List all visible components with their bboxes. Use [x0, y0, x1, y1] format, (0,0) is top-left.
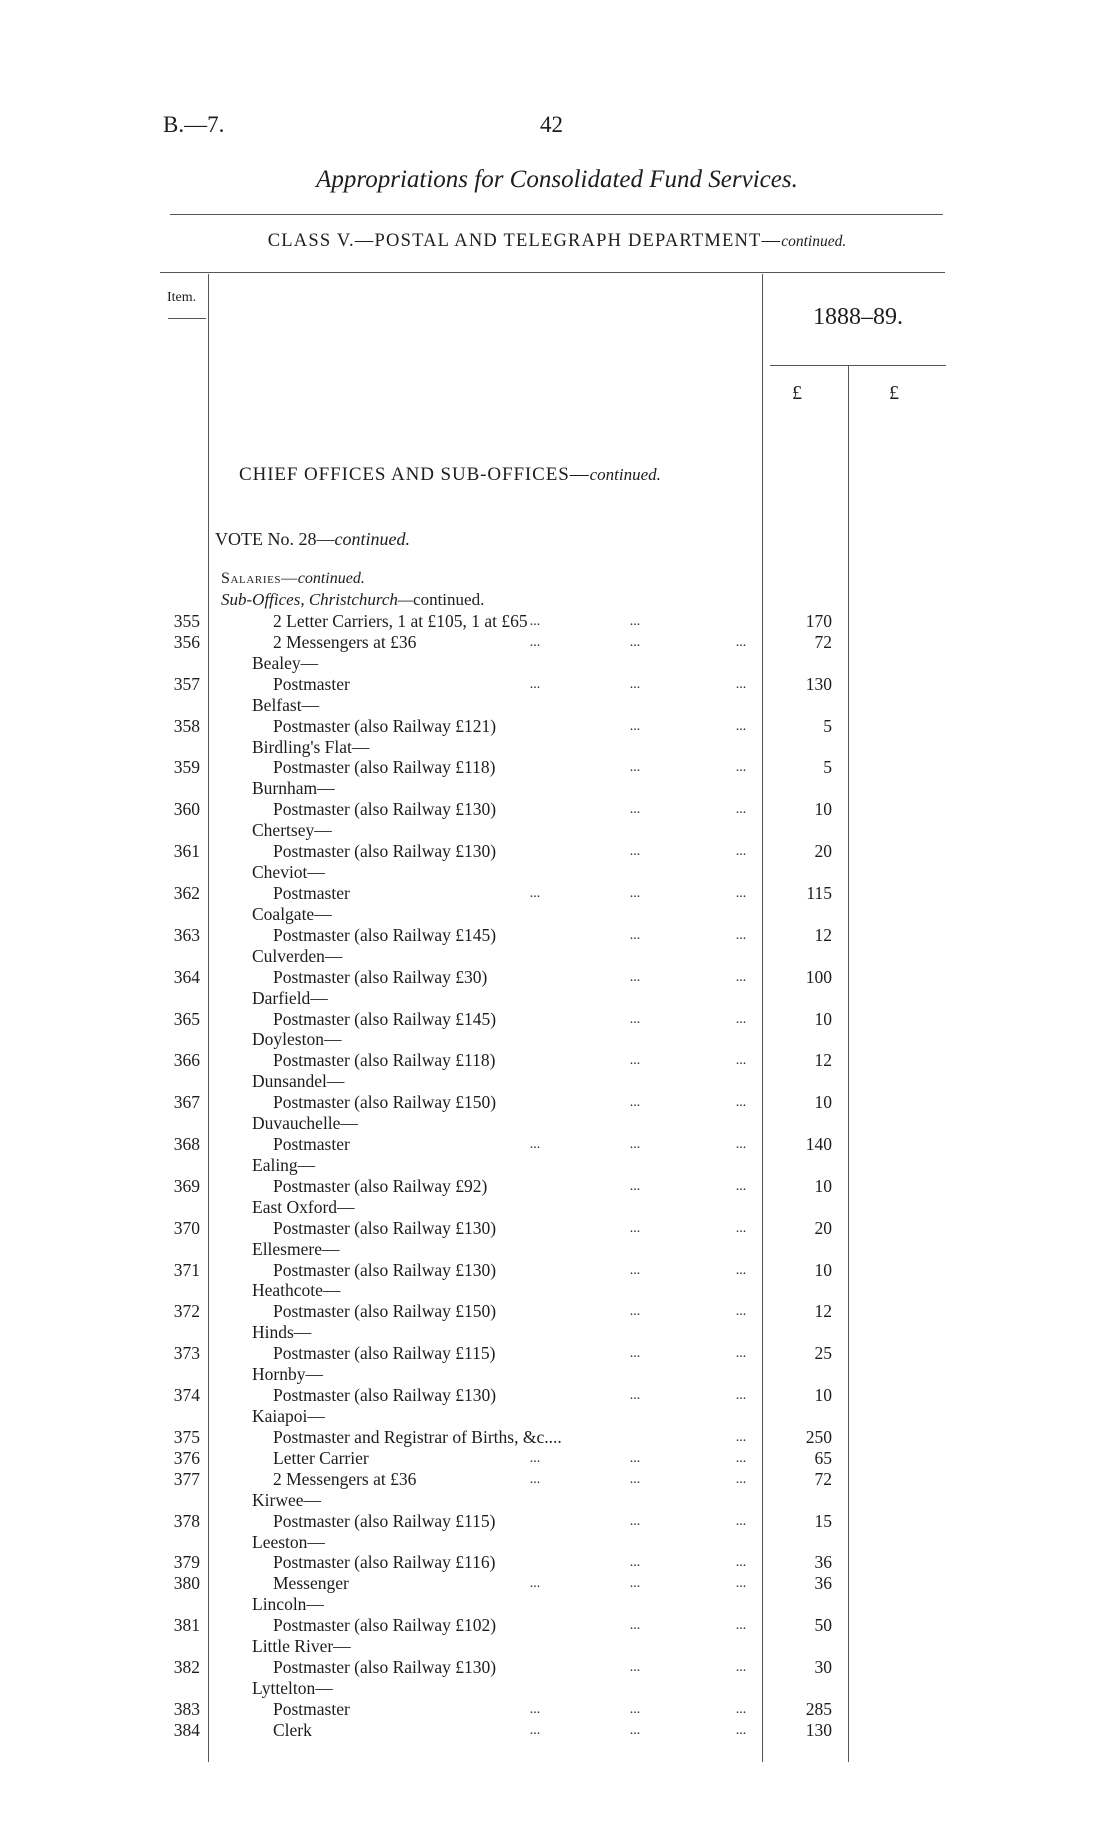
leader-dots: ... [629, 1262, 641, 1278]
leader-dots: ... [629, 1388, 641, 1403]
leader-dots: ... [735, 1388, 747, 1403]
table-row [0, 1448, 1114, 1469]
table-row [0, 1552, 1114, 1573]
table-row [0, 674, 1114, 695]
leader-dots: ... [735, 1095, 747, 1111]
leader-dots: ... [629, 969, 641, 985]
table-row [0, 1699, 1114, 1720]
item-number: 357 [173, 673, 200, 694]
amount-value: 50 [814, 1615, 832, 1636]
leader-dots: ... [629, 886, 641, 901]
sub-offices-heading: Sub-Offices, Christchurch—continued. [221, 590, 485, 609]
year-column-header: 1888–89. [813, 304, 903, 330]
office-name: Little River— [252, 1636, 351, 1657]
amount-value: 12 [814, 1050, 832, 1071]
amount-value: 36 [814, 1552, 832, 1573]
table-row [0, 841, 1114, 862]
office-name: Heathcote— [252, 1280, 341, 1301]
leader-dots: ... [735, 1513, 747, 1529]
office-heading-row [0, 737, 1114, 758]
item-description: Postmaster (also Railway £145) [273, 1008, 497, 1029]
amount-value: 130 [805, 1719, 832, 1740]
amount-value: 10 [814, 799, 832, 820]
leader-dots: ... [629, 1095, 641, 1111]
item-number: 378 [173, 1510, 200, 1531]
amount-value: 140 [805, 1134, 832, 1154]
table-row [0, 1009, 1114, 1030]
leader-dots: ... [529, 676, 541, 692]
item-column-header: Item. [167, 290, 197, 305]
leader-dots: ... [735, 1262, 747, 1278]
office-name: Dunsandel— [252, 1071, 345, 1092]
item-number: 374 [173, 1385, 200, 1405]
item-number: 356 [173, 631, 200, 652]
item-description: Postmaster (also Railway £130) [273, 1657, 497, 1677]
leader-dots: ... [629, 614, 641, 629]
office-heading-row [0, 1322, 1114, 1343]
item-description: Postmaster [273, 1698, 350, 1719]
table-row [0, 1050, 1114, 1071]
item-description: Postmaster (also Railway £116) [273, 1552, 496, 1573]
office-heading-row [0, 862, 1114, 883]
item-description: Postmaster (also Railway £130) [273, 1217, 497, 1238]
leader-dots: ... [735, 927, 747, 943]
item-description: Postmaster (also Railway £30) [273, 966, 488, 987]
office-name: Hinds— [252, 1322, 312, 1343]
amount-value: 115 [806, 883, 832, 903]
leader-dots: ... [629, 1346, 641, 1362]
office-name: Burnham— [252, 778, 335, 799]
leader-dots: ... [629, 802, 641, 818]
table-row [0, 1176, 1114, 1197]
amount-value: 10 [814, 1385, 832, 1405]
item-number: 380 [173, 1573, 200, 1594]
leader-dots: ... [529, 886, 541, 901]
table-row [0, 632, 1114, 653]
amount-value: 250 [805, 1426, 832, 1447]
office-heading-row [0, 1113, 1114, 1134]
amount-value: 15 [814, 1510, 832, 1531]
office-name: Chertsey— [252, 820, 332, 841]
office-heading-row [0, 1197, 1114, 1218]
table-row [0, 1720, 1114, 1741]
page-title: Appropriations for Consolidated Fund Services. [316, 166, 798, 193]
item-number: 359 [173, 757, 200, 778]
item-number: 381 [173, 1615, 200, 1636]
leader-dots: ... [529, 1450, 541, 1466]
leader-dots: ... [529, 634, 541, 650]
item-description: Clerk [273, 1719, 312, 1740]
leader-dots: ... [629, 1701, 641, 1717]
amount-value: 170 [805, 611, 832, 631]
office-heading-row [0, 1155, 1114, 1176]
leader-dots: ... [735, 1053, 747, 1069]
item-description: Postmaster (also Railway £130) [273, 841, 497, 862]
leader-dots: ... [735, 1178, 747, 1194]
office-name: Darfield— [252, 987, 328, 1008]
office-heading-row [0, 1490, 1114, 1511]
office-name: Bealey— [252, 652, 319, 673]
table-row [0, 1511, 1114, 1532]
item-number: 363 [173, 924, 200, 945]
leader-dots: ... [629, 1178, 641, 1194]
leader-dots: ... [735, 1304, 747, 1320]
item-number: 376 [173, 1447, 200, 1468]
office-name: Birdling's Flat— [252, 736, 370, 757]
item-number: 377 [173, 1468, 200, 1489]
office-heading-row [0, 1071, 1114, 1092]
item-header-rule [168, 318, 206, 319]
leader-dots: ... [735, 1450, 747, 1466]
item-number: 368 [173, 1134, 200, 1154]
amount-value: 72 [814, 631, 832, 652]
pound-symbol-header-2: £ [889, 382, 899, 404]
amount-value: 130 [805, 673, 832, 694]
salaries-heading: Salaries—continued. [221, 570, 365, 587]
amount-value: 20 [814, 1217, 832, 1238]
amount-value: 5 [823, 757, 832, 778]
leader-dots: ... [629, 1618, 641, 1634]
office-name: Kirwee— [252, 1489, 322, 1510]
item-number: 371 [173, 1259, 200, 1280]
table-row [0, 611, 1114, 632]
office-name: Culverden— [252, 945, 343, 966]
item-number: 384 [173, 1719, 200, 1740]
table-row [0, 1301, 1114, 1322]
leader-dots: ... [529, 1576, 541, 1592]
item-description: Postmaster [273, 1134, 350, 1154]
table-row [0, 799, 1114, 820]
office-heading-row [0, 1280, 1114, 1301]
leader-dots: ... [735, 886, 747, 901]
office-heading-row [0, 695, 1114, 716]
leader-dots: ... [735, 1220, 747, 1236]
item-number: 358 [173, 715, 200, 736]
office-heading-row [0, 1029, 1114, 1050]
leader-dots: ... [735, 1429, 747, 1445]
item-description: Postmaster (also Railway £118) [273, 757, 496, 778]
year-header-rule [770, 365, 946, 366]
leader-dots: ... [529, 614, 541, 629]
office-heading-row [0, 988, 1114, 1009]
amount-value: 12 [814, 924, 832, 945]
amount-value: 36 [814, 1573, 832, 1594]
item-description: Postmaster (also Railway £115) [273, 1343, 496, 1364]
item-number: 366 [173, 1050, 200, 1071]
item-description: Postmaster (also Railway £102) [273, 1615, 497, 1636]
leader-dots: ... [629, 1660, 641, 1675]
item-number: 355 [173, 611, 200, 631]
item-description: Postmaster (also Railway £92) [273, 1175, 488, 1196]
leader-dots: ... [529, 1701, 541, 1717]
amount-value: 10 [814, 1092, 832, 1113]
item-description: Postmaster (also Railway £150) [273, 1092, 497, 1113]
amount-value: 65 [814, 1447, 832, 1468]
table-row [0, 1427, 1114, 1448]
leader-dots: ... [629, 1137, 641, 1152]
item-description: 2 Messengers at £36 [273, 631, 417, 652]
amount-value: 10 [814, 1008, 832, 1029]
leader-dots: ... [629, 634, 641, 650]
leader-dots: ... [735, 844, 747, 860]
leader-dots: ... [629, 1053, 641, 1069]
leader-dots: ... [735, 1618, 747, 1634]
office-heading-row [0, 1364, 1114, 1385]
table-row [0, 1218, 1114, 1239]
table-row [0, 1657, 1114, 1678]
office-name: Duvauchelle— [252, 1113, 358, 1134]
leader-dots: ... [735, 718, 747, 734]
leader-dots: ... [735, 1555, 747, 1571]
office-name: Lyttelton— [252, 1677, 333, 1698]
leader-dots: ... [529, 1471, 541, 1487]
leader-dots: ... [735, 802, 747, 818]
office-heading-row [0, 820, 1114, 841]
office-heading-row [0, 1406, 1114, 1427]
item-number: 364 [173, 966, 200, 987]
leader-dots: ... [629, 1513, 641, 1529]
office-name: Leeston— [252, 1531, 325, 1552]
office-name: Doyleston— [252, 1029, 342, 1050]
item-description: Messenger [273, 1573, 349, 1594]
leader-dots: ... [529, 1137, 541, 1152]
item-description: Postmaster (also Railway £115) [273, 1510, 496, 1531]
leader-dots: ... [735, 760, 747, 776]
leader-dots: ... [629, 1304, 641, 1320]
pound-symbol-header-1: £ [792, 382, 802, 404]
office-heading-row [0, 778, 1114, 799]
leader-dots: ... [735, 1011, 747, 1027]
leader-dots: ... [735, 676, 747, 692]
item-description: Postmaster (also Railway £130) [273, 1385, 497, 1405]
item-number: 375 [173, 1426, 200, 1447]
item-number: 369 [173, 1175, 200, 1196]
office-name: East Oxford— [252, 1196, 355, 1217]
table-row [0, 1343, 1114, 1364]
item-description: 2 Messengers at £36 [273, 1468, 417, 1489]
table-row [0, 967, 1114, 988]
office-heading-row [0, 946, 1114, 967]
item-description: Postmaster (also Railway £150) [273, 1301, 497, 1322]
item-number: 382 [173, 1657, 200, 1677]
leader-dots: ... [629, 844, 641, 860]
item-number: 360 [173, 799, 200, 820]
leader-dots: ... [629, 927, 641, 943]
office-heading-row [0, 653, 1114, 674]
table-row [0, 925, 1114, 946]
item-number: 362 [173, 883, 200, 903]
leader-dots: ... [629, 1450, 641, 1466]
table-top-rule [160, 272, 945, 273]
office-heading-row [0, 1678, 1114, 1699]
office-name: Belfast— [252, 694, 320, 715]
amount-value: 5 [823, 715, 832, 736]
amount-value: 25 [814, 1343, 832, 1364]
leader-dots: ... [735, 1576, 747, 1592]
amount-value: 20 [814, 841, 832, 862]
leader-dots: ... [629, 1220, 641, 1236]
leader-dots: ... [629, 1471, 641, 1487]
item-number: 370 [173, 1217, 200, 1238]
item-description: Postmaster (also Railway £121) [273, 715, 497, 736]
item-description: Postmaster (also Railway £145) [273, 924, 497, 945]
table-row [0, 1260, 1114, 1281]
item-description: Postmaster and Registrar of Births, &c.... [273, 1426, 562, 1447]
item-description: Postmaster (also Railway £130) [273, 1259, 497, 1280]
item-number: 379 [173, 1552, 200, 1573]
office-name: Hornby— [252, 1364, 323, 1385]
table-row [0, 883, 1114, 904]
amount-value: 72 [814, 1468, 832, 1489]
leader-dots: ... [735, 1660, 747, 1675]
leader-dots: ... [735, 1346, 747, 1362]
item-number: 367 [173, 1092, 200, 1113]
item-number: 365 [173, 1008, 200, 1029]
section-heading: CHIEF OFFICES AND SUB-OFFICES—continued. [239, 464, 661, 485]
office-heading-row [0, 904, 1114, 925]
table-row [0, 757, 1114, 778]
item-number: 361 [173, 841, 200, 862]
office-name: Kaiapoi— [252, 1406, 325, 1426]
leader-dots: ... [629, 760, 641, 776]
office-name: Ellesmere— [252, 1238, 340, 1259]
class-heading: CLASS V.—POSTAL AND TELEGRAPH DEPARTMENT—continued. [267, 231, 847, 251]
office-heading-row [0, 1532, 1114, 1553]
table-row [0, 1615, 1114, 1636]
office-heading-row [0, 1239, 1114, 1260]
leader-dots: ... [629, 1576, 641, 1592]
leader-dots: ... [629, 1555, 641, 1571]
amount-value: 12 [814, 1301, 832, 1322]
item-number: 383 [173, 1698, 200, 1719]
item-description: Postmaster (also Railway £118) [273, 1050, 496, 1071]
office-heading-row [0, 1594, 1114, 1615]
leader-dots: ... [735, 1137, 747, 1152]
amount-value: 30 [814, 1657, 832, 1677]
leader-dots: ... [629, 1722, 641, 1738]
leader-dots: ... [629, 676, 641, 692]
table-row [0, 1469, 1114, 1490]
table-row [0, 716, 1114, 737]
vote-heading: VOTE No. 28—continued. [215, 529, 410, 549]
leader-dots: ... [629, 718, 641, 734]
office-name: Lincoln— [252, 1594, 324, 1615]
table-row [0, 1573, 1114, 1594]
office-name: Ealing— [252, 1154, 316, 1175]
leader-dots: ... [529, 1722, 541, 1738]
page-reference: B.—7. [163, 112, 225, 137]
title-rule [170, 214, 943, 215]
amount-value: 10 [814, 1259, 832, 1280]
leader-dots: ... [735, 1722, 747, 1738]
item-description: 2 Letter Carriers, 1 at £105, 1 at £65 [273, 611, 528, 631]
office-heading-row [0, 1636, 1114, 1657]
item-description: Postmaster [273, 673, 350, 694]
item-description: Letter Carrier [273, 1447, 369, 1468]
item-number: 372 [173, 1301, 200, 1322]
amount-value: 285 [805, 1698, 832, 1719]
amount-value: 100 [805, 966, 832, 987]
leader-dots: ... [735, 969, 747, 985]
table-row [0, 1134, 1114, 1155]
office-name: Cheviot— [252, 862, 325, 882]
page-number: 42 [540, 112, 563, 137]
amount-value: 10 [814, 1175, 832, 1196]
leader-dots: ... [735, 1471, 747, 1487]
office-name: Coalgate— [252, 903, 332, 924]
leader-dots: ... [735, 1701, 747, 1717]
leader-dots: ... [629, 1011, 641, 1027]
item-number: 373 [173, 1343, 200, 1364]
table-row [0, 1092, 1114, 1113]
leader-dots: ... [735, 634, 747, 650]
item-description: Postmaster [273, 883, 350, 903]
item-description: Postmaster (also Railway £130) [273, 799, 497, 820]
table-row [0, 1385, 1114, 1406]
